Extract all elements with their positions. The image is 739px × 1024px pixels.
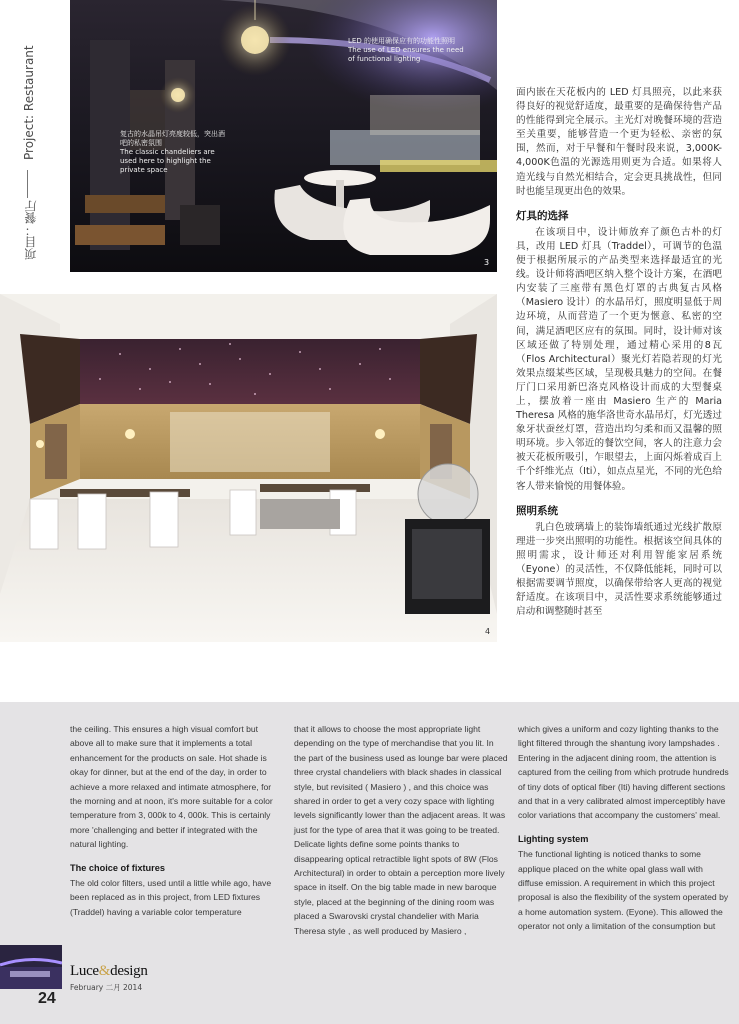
photo3-caption-left <box>120 130 230 175</box>
english-column-3 <box>518 722 730 934</box>
thumbnail-image <box>0 945 62 989</box>
photo3-caption-top <box>348 37 468 64</box>
photo4-number: 4 <box>485 627 491 636</box>
english-column-1 <box>70 722 280 919</box>
english-column-2 <box>294 722 508 938</box>
page-number: 24 <box>38 990 56 1007</box>
photo3-number: 3 <box>484 258 490 267</box>
photo3-caption-left-en: The classic chandeliers are used here to highlight the private space <box>120 148 215 174</box>
photo3-caption-left-cn: 复古的水晶吊灯亮度较低，突出酒吧的私密氛围 <box>120 130 225 147</box>
cn-paragraph-3: 乳白色玻璃墙上的装饰墙纸通过光线扩散原理进一步突出照明的功能性。根据该空间具体的照明需求，设计师还对利用智能家居系统（Eyone）的灵活性，不仅降低能耗，同时可以根据需要调节照度，以确保带给客人更高的视觉舒适度。在该项目中，灵活性要求系统能够通过启动和调整随时甚至 <box>516 521 722 618</box>
magazine-title <box>70 963 148 980</box>
en-col2-paragraph-1: that it allows to choose the most appropriate light depending on the type of merchandise that you lit. In the part of the business used as lounge bar were placed three crystal chandeliers with black shades in classical style, but revisited ( Masiero ) , and this choice was shared in order to get a very cozy space with lighting levels significantly lower than the adjacent areas. It was just for the type of area that it was going to be treated. Delicate lights define some points thanks to disappearing optical retractible light spots of 8W (Flos Architectural) in order to obtain a perception more lively space in itself. On the big table made in new baroque style, placed at the beginning of the dining room was placed a Swarovski crystal chandelier with Maria Theresa style , as well produced by Masiero , <box>294 724 508 936</box>
en-col1-paragraph-1: the ceiling. This ensures a high visual comfort but above all to make sure that it implements a total enhancement for the products on sale. Hot shade is okay for dinner, but at the end of the day, in order to achieve a more relaxed and intimate atmosphere, for the morning and at noon, it's more suitable for a color temperature from 3, 000k to 4, 000k. This is certainly more 'challenging and better if integrated with the natural lighting. <box>70 724 273 850</box>
photo-dining-room <box>0 294 497 642</box>
en-col3-paragraph-2: The functional lighting is noticed thanks to some applique placed on the white opal glass wall with diffuse emission. A requirement in which this project proposal is also the flexibility of the system operated by a home automation system. (Eyone). This allowed the operator not only a limitation of the consumption but <box>518 849 729 932</box>
en-col3-paragraph-1: which gives a uniform and cozy lighting thanks to the light filtered through the shantung ivory lampshades . Entering in the adjacent dining room, the attention is captured from the ceiling from which protrude hundreds of tiny dots of optical fiber (Iti) having different sections and that in a very calibrated almost imperceptibly have color variations that accompany the customers' meal. <box>518 724 729 821</box>
cn-heading-fixtures: 灯具的选择 <box>516 209 569 222</box>
project-label <box>14 40 54 290</box>
magazine-title-luce: Luce <box>70 963 99 979</box>
cn-heading-lighting-system: 照明系统 <box>516 504 558 517</box>
project-label-cn: 项目：餐厅 <box>24 200 38 260</box>
issue-date: February 二月 2014 <box>70 983 143 992</box>
en-heading-fixtures: The choice of fixtures <box>70 862 165 873</box>
magazine-title-ampersand: & <box>98 963 111 979</box>
cn-paragraph-1: 面内嵌在天花板内的 LED 灯具照亮，以此来获得良好的视觉舒适度，最重要的是确保待售产品的性能得到完全展示。主光灯对晚餐环境的营造至关重要，能够营造一个更为轻松、亲密的氛围，然而，对于早餐和午餐时段来说，3,000K-4,000K色温的光源选用则更为合适。如果将人造光线与自然光相结合，定会更具挑战性，但同时也能呈现更出色的效果。 <box>516 87 722 197</box>
photo3-caption-top-cn: LED 的使用确保应有的功能性照明 <box>348 37 455 45</box>
en-heading-lighting-system: Lighting system <box>518 833 589 844</box>
project-label-divider <box>27 170 28 198</box>
magazine-thumbnail <box>0 945 62 989</box>
photo3-caption-top-en: The use of LED ensures the need of functional lighting <box>348 46 464 63</box>
cn-paragraph-2: 在该项目中，设计师放弃了颜色古朴的灯具，改用 LED 灯具（Traddel），可调节的色温便于根据所展示的产品类型来选择最适宜的光线。设计师将酒吧区纳入整个设计方案，在酒吧内安装了三座带有黑色灯罩的古典复古风格（Masiero 设计）的水晶吊灯，照度明显低于周边环境，从而营造了一个更为惬意、私密的空间，满足酒吧区应有的氛围。同时，设计师对该区域还做了特别处理，通过精心采用的8瓦（Flos Architectural）聚光灯若隐若现的灯光效果点缀某些区域，呈现极具魅力的空间。在餐厅门口采用新巴洛克风格设计而成的大型餐桌上，摆放着一座由 Masiero 生产的 Maria Theresa 风格的施华洛世奇水晶吊灯，灯光透过象牙状蚕丝灯罩，营造出均匀柔和而又温馨的照明环境。步入邻近的餐饮空间，客人的注意力会被天花板所吸引，乍眼望去，上面闪烁着成百上千个纤维光点（Iti），如点点星光，不同的光色给客人带来愉悦的用餐体验。 <box>516 226 722 492</box>
chinese-text-column <box>516 86 722 619</box>
dining-room-illustration <box>0 294 497 642</box>
en-col1-paragraph-2: The old color filters, used until a little while ago, have been replaced as in this project, from LED fixtures (Traddel) having a variable color temperature <box>70 878 272 917</box>
photo-lounge-bar <box>70 0 497 272</box>
magazine-title-design: design <box>110 963 148 979</box>
project-label-en: Project: Restaurant <box>22 45 36 160</box>
